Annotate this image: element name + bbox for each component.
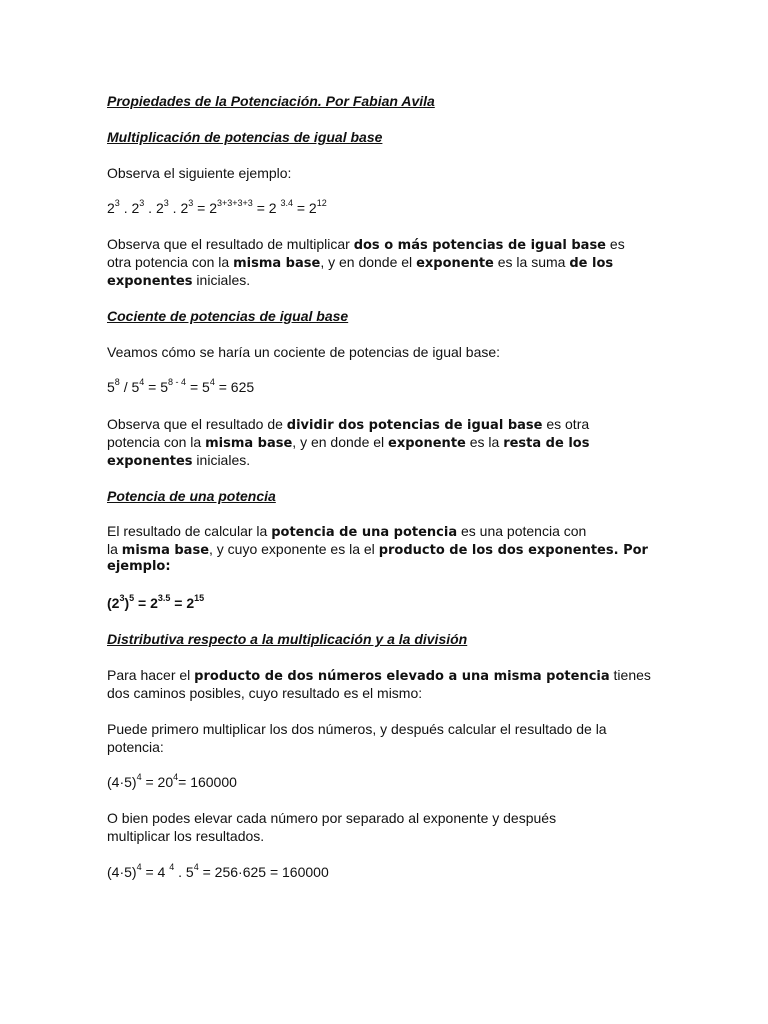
paragraph-line: potencia con la misma base, y en donde el exponente es la resta de los (107, 434, 590, 451)
section-heading-distributiva: Distributiva respecto a la multiplicación y a la división (107, 631, 468, 647)
paragraph-line: Observa que el resultado de multiplicar dos o más potencias de igual base es (107, 236, 625, 253)
section-heading-cociente: Cociente de potencias de igual base (107, 308, 349, 324)
paragraph-line: potencia: (107, 739, 164, 755)
paragraph-line: la misma base, y cuyo exponente es la el producto de los dos exponentes. Por (107, 541, 648, 558)
paragraph-line: exponentes iniciales. (107, 272, 251, 289)
paragraph-line: multiplicar los resultados. (107, 828, 265, 844)
formula-multiplicacion: $2^3$ . $2^3$ . $2^3$ . $2^3 = 2^{3+3+3+3} = 2$ $^{3.4} = 2^{12}$ (107, 198, 327, 216)
formula-cociente: $5^8 / 5^4 = 5^{8 - 4} = 5^4 = 625$ (107, 377, 255, 395)
paragraph-line: Veamos cómo se haría un cociente de potencias de igual base: (107, 344, 501, 360)
formula-distributiva-2: $(4\cdot 5)^4 = 4$ $^4$ . $5^4 = 256\cdot 625 = 160000$ (107, 862, 329, 880)
formula-distributiva-1: $(4\cdot 5)^4 = 20^4= 160000$ (107, 772, 237, 790)
paragraph-line: ejemplo: (107, 559, 171, 574)
paragraph-line: dos caminos posibles, cuyo resultado es el mismo: (107, 685, 423, 701)
paragraph-line: exponentes iniciales. (107, 452, 251, 469)
section-heading-potencia-de-potencia: Potencia de una potencia (107, 488, 276, 504)
paragraph-line: O bien podes elevar cada número por separado al exponente y después (107, 810, 557, 826)
paragraph-line: Para hacer el producto de dos números elevado a una misma potencia tienes (107, 667, 651, 684)
paragraph-line: Puede primero multiplicar los dos números, y después calcular el resultado de la (107, 721, 607, 737)
paragraph-line: Observa el siguiente ejemplo: (107, 165, 292, 181)
paragraph-line: El resultado de calcular la potencia de una potencia es una potencia con (107, 523, 587, 540)
page-title: Propiedades de la Potenciación. Por Fabian Avila (107, 93, 435, 109)
section-heading-multiplicacion: Multiplicación de potencias de igual base (107, 129, 383, 145)
paragraph-line: Observa que el resultado de dividir dos potencias de igual base es otra (107, 416, 590, 433)
formula-potencia-de-potencia: $(2^3)^5 = 2^{3.5} = 2^{15}$ (107, 593, 205, 611)
paragraph-line: otra potencia con la misma base, y en donde el exponente es la suma de los (107, 254, 614, 271)
